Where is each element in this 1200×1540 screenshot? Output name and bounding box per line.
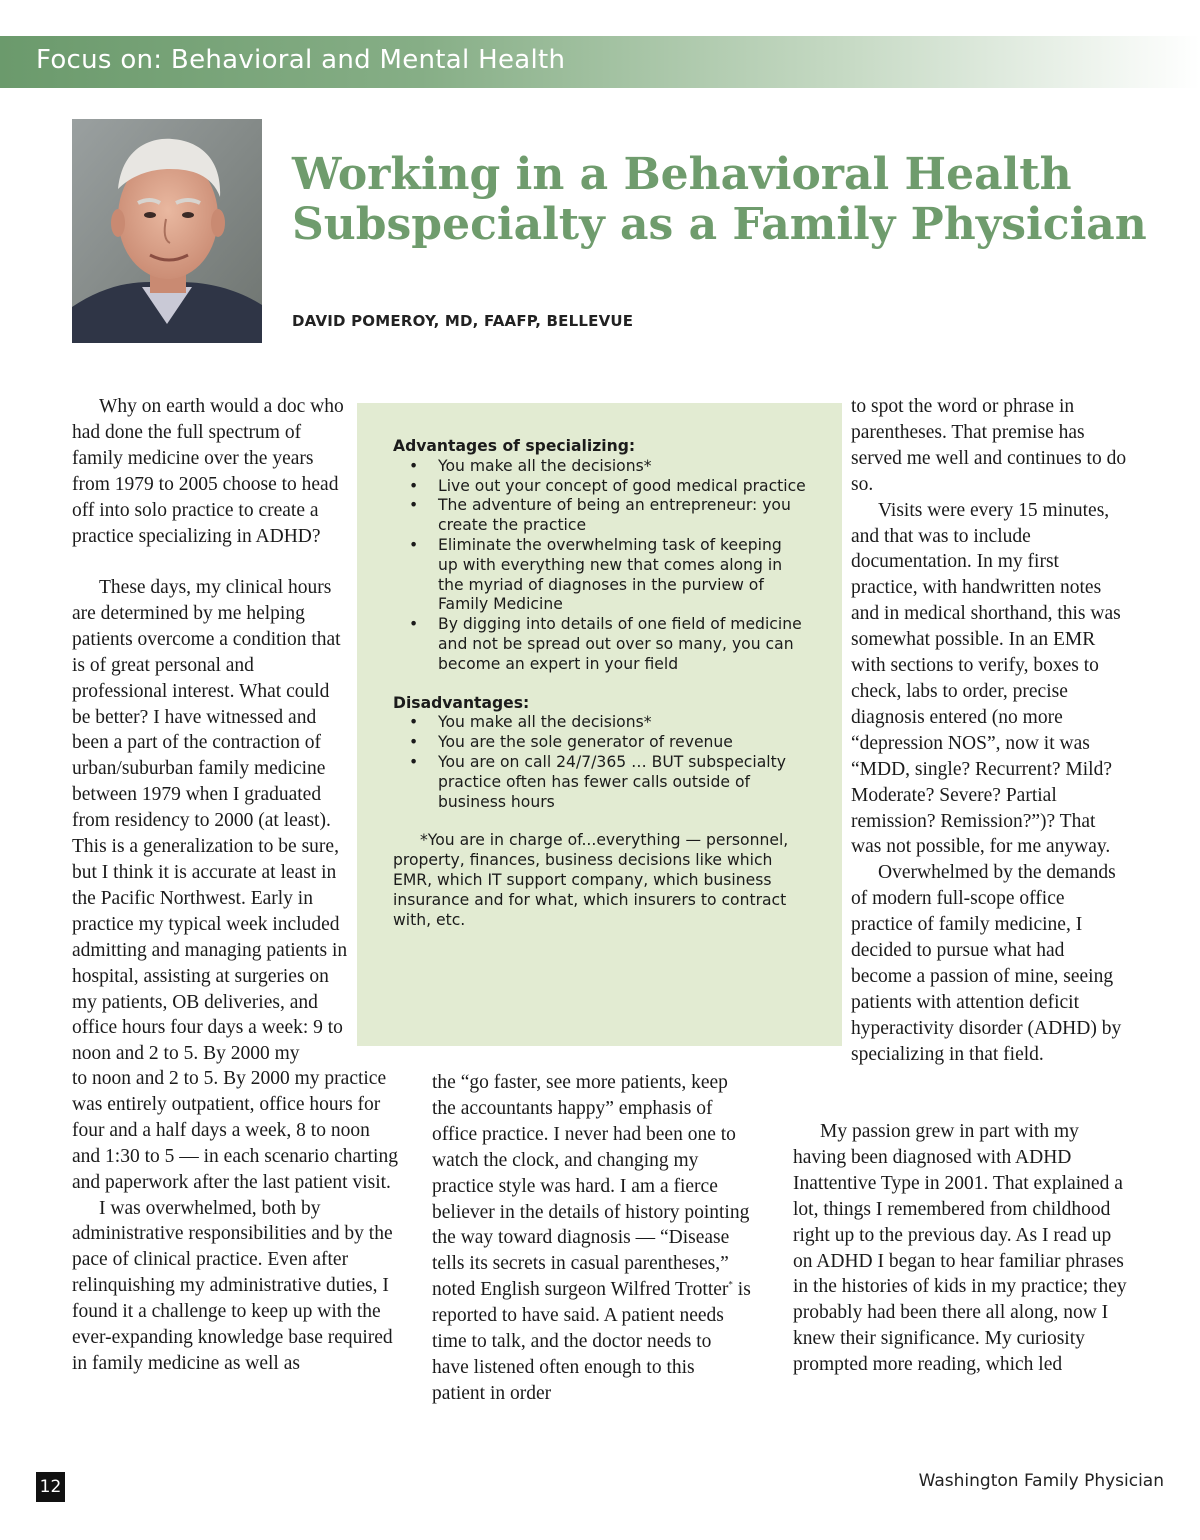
paragraph-clinical-hours: These days, my clinical hours are determined by me helping patients overcome a condition that is of great personal and professional interest. What could be better? I have witnessed and been a part of the contraction of urban/suburban family medicine between 1979 when I graduated from residency to 2000 (at least). This is a generalization to be sure, but I think it is accurate at least in the Pacific Northwest. Early in practice my typical week included admitting and managing patients in hospital, assisting at surgeries on my patients, OB deliveries, and office hours four days a week: 9 to noon and 2 to 5. By 2000 my (72, 577, 348, 1065)
paragraph-go-faster (432, 1070, 752, 1407)
list-item: • You make all the decisions* (393, 457, 806, 477)
author-byline: DAVID POMEROY, MD, FAAFP, BELLEVUE (292, 312, 634, 330)
paragraph-overwhelmed-pursue: Overwhelmed by the demands of modern full-scope office practice of family medicine, I decided to pursue what had become a passion of mine, seeing patients with attention deficit hyperactivity disorder (ADHD) by specializing in that field. (851, 862, 1122, 1065)
paragraph-passion: My passion grew in part with my having been diagnosed with ADHD Inattentive Type in 2001. That explained a lot, things I remembered from childhood right up to the previous day. As I read up on ADHD I began to hear familiar phrases in the histories of kids in my practice; they probably had been there all along, now I knew their significance. My curiosity prompted more reading, which led (793, 1121, 1127, 1376)
paragraph-intro: Why on earth would a doc who had done the full spectrum of family medicine over the years from 1979 to 2005 choose to head off into solo practice to create a practice specializing in ADHD? (72, 396, 344, 547)
disadvantages-list (393, 713, 806, 812)
advantages-heading: Advantages of specializing: (393, 437, 636, 455)
paragraph-go-faster-a: the “go faster, see more patients, keep the accountants happy” emphasis of office practice. I never had been one to watch the clock, and changing my practice style was hard. I am a fierce believer in the details of history pointing the way toward diagnosis — “Disease tells its secrets in casual parentheses,” noted English surgeon Wilfred Trotter (432, 1072, 750, 1301)
disadvantages-heading: Disadvantages: (393, 693, 530, 712)
list-item: • By digging into details of one field of medicine and not be spread out over so many, you can become an expert in your field (393, 615, 806, 674)
author-portrait-image (72, 119, 262, 343)
title-line-2: Subspecialty as a Family Physician (292, 199, 1147, 250)
specializing-sidebar (357, 403, 842, 1046)
list-item: • The adventure of being an entrepreneur: you create the practice (393, 496, 806, 536)
list-item: • You make all the decisions* (393, 713, 806, 733)
author-photo (72, 119, 262, 343)
publication-name: Washington Family Physician (918, 1471, 1164, 1491)
section-banner (0, 36, 1200, 88)
column-1-bottom (72, 1066, 402, 1377)
advantages-list (393, 457, 806, 675)
column-1-top (72, 394, 348, 549)
list-item: • You are on call 24/7/365 … BUT subspecialty practice often has fewer calls outside of business hours (393, 753, 806, 812)
title-line-1: Working in a Behavioral Health (292, 149, 1072, 200)
paragraph-overwhelmed: I was overwhelmed, both by administrative responsibilities and by the pace of clinical practice. Even after relinquishing my administrative duties, I found it a challenge to keep up with the ever-expanding knowledge base required in family medicine as well as (72, 1197, 393, 1374)
paragraph-visits: Visits were every 15 minutes, and that was to include documentation. In my first practice, with handwritten notes and in medical shorthand, this was somewhat possible. In an EMR with sections to verify, boxes to check, labs to order, precise diagnosis entered (no more “depression NOS”, now it was “MDD, single? Recurrent? Mild? Moderate? Severe? Partial remission? Remission?”)? That was not possible, for me anyway. (851, 499, 1121, 858)
column-2 (432, 1070, 752, 1407)
paragraph-parentheses: to spot the word or phrase in parentheses. That premise has served me well and continues to do so. (851, 396, 1127, 495)
column-1-middle (72, 575, 348, 1066)
footnote-marker: * (728, 1279, 733, 1290)
paragraph-go-faster-b: is reported to have said. A patient needs time to talk, and the doctor needs to have listened often enough to this patient in order (432, 1279, 751, 1404)
page-number: 12 (36, 1472, 65, 1502)
article-title (292, 150, 1152, 250)
list-item: • You are the sole generator of revenue (393, 733, 806, 753)
paragraph-office-hours: to noon and 2 to 5. By 2000 my practice was entirely outpatient, office hours for four and a half days a week, 8 to noon and 1:30 to 5 — in each scenario charting and paperwork after the last patient visit. (72, 1068, 398, 1193)
section-label: Focus on: Behavioral and Mental Health (36, 45, 566, 75)
list-item: • Live out your concept of good medical practice (393, 477, 806, 497)
sidebar-footnote: *You are in charge of...everything — personnel, property, finances, business decisions like which EMR, which IT support company, which business insurance and for what, which insurers to contract with, etc. (393, 831, 789, 929)
column-3-bottom (793, 1119, 1133, 1378)
list-item: • Eliminate the overwhelming task of keeping up with everything new that comes along in the myriad of diagnoses in the purview of Family Medicine (393, 536, 806, 615)
column-3-top (851, 394, 1127, 1068)
